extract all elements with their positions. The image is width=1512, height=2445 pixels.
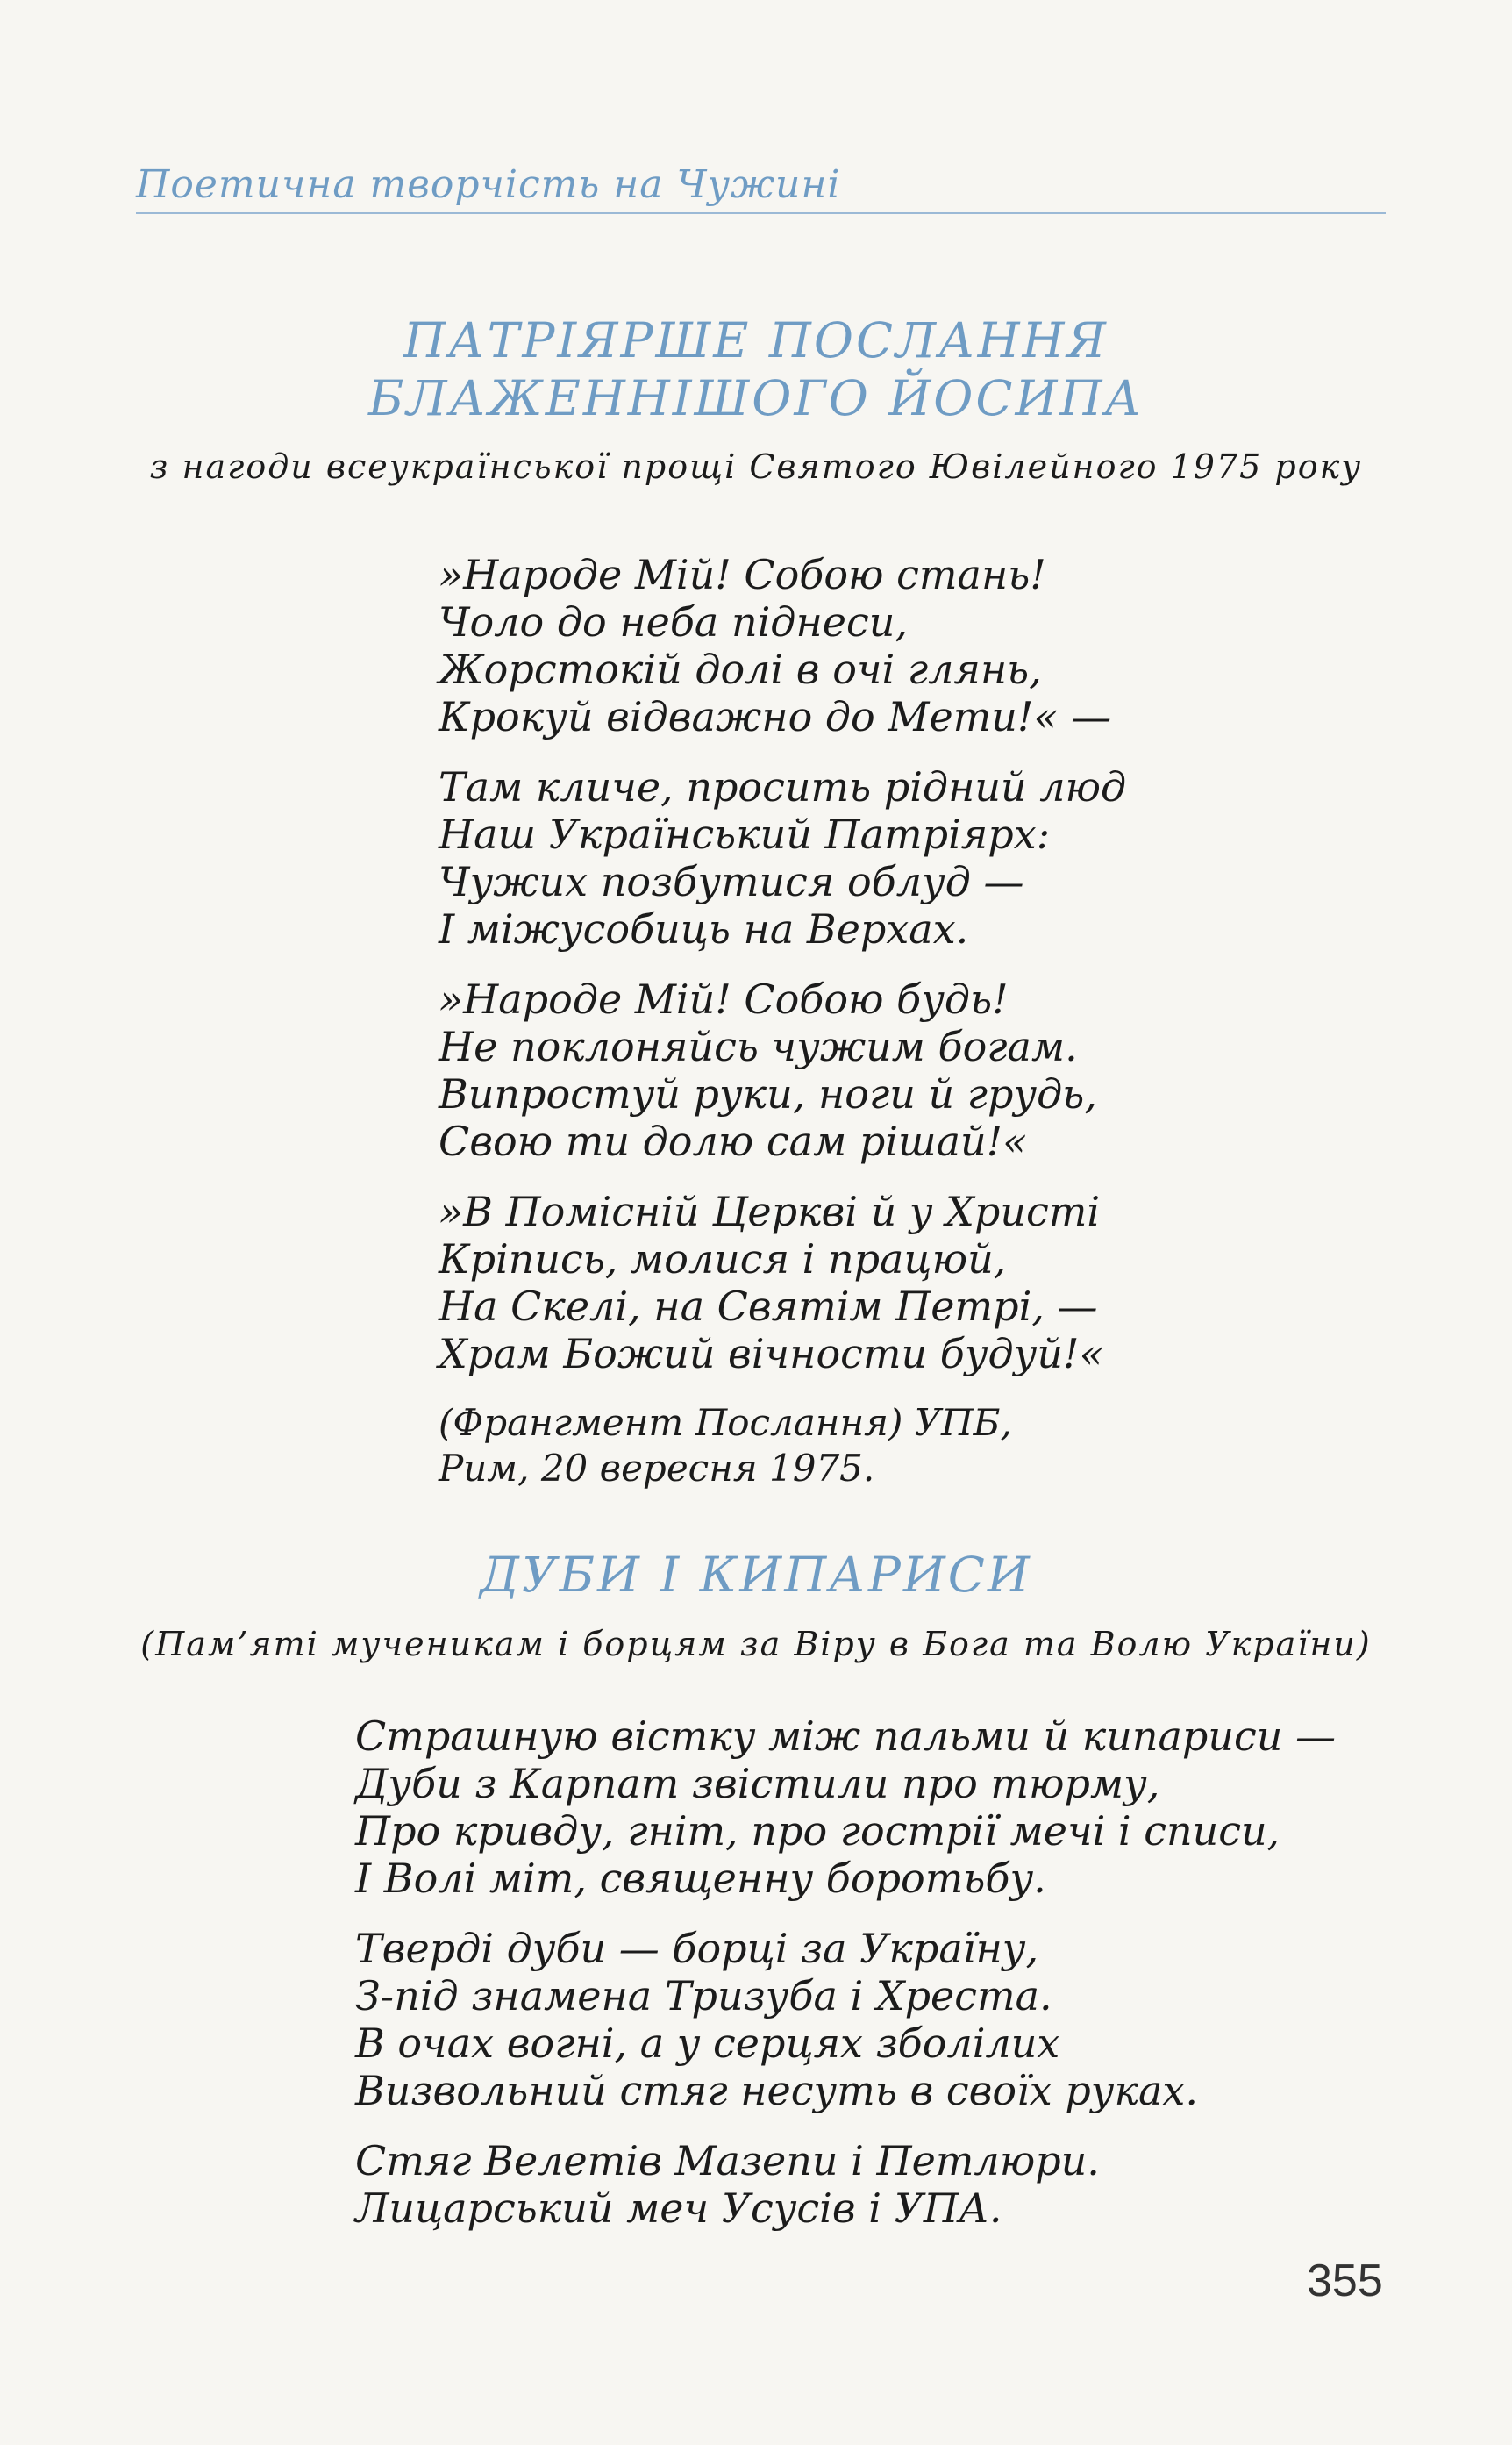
stanza xyxy=(439,1188,1126,1377)
verse-line: Лицарський меч Усусів і УПА. xyxy=(355,2184,1002,2232)
verse-line: Не поклоняйсь чужим богам. xyxy=(439,1023,1078,1070)
verse-line: В очах вогні, а у серцях зболілих xyxy=(355,2020,1060,2067)
verse-line: Про кривду, гніт, про гострії мечі і списи, xyxy=(355,1807,1280,1855)
verse-line: Страшную вістку між пальми й кипариси — xyxy=(355,1712,1337,1760)
poem1-title xyxy=(0,311,1512,427)
citation-line: Рим, 20 вересня 1975. xyxy=(439,1447,875,1490)
poem1-body xyxy=(439,551,1126,1491)
poem2-body xyxy=(355,1712,1336,2255)
verse-line: Наш Український Патріярх: xyxy=(439,811,1051,858)
verse-line: І Волі міт, священну боротьбу. xyxy=(355,1855,1046,1902)
verse-line: Дуби з Карпат звістили про тюрму, xyxy=(355,1760,1160,1807)
verse-line: Свою ти долю сам рішай!« xyxy=(439,1118,1028,1165)
header-rule xyxy=(136,212,1386,214)
verse-line: Храм Божий вічности будуй!« xyxy=(439,1330,1104,1377)
stanza xyxy=(439,551,1126,740)
verse-line: Визвольний стяг несуть в своїх руках. xyxy=(355,2067,1198,2114)
verse-line: Чужих позбутися облуд — xyxy=(439,858,1024,905)
verse-line: Крокуй відважно до Мети!« — xyxy=(439,693,1112,740)
verse-line: Жорстокій долі в очі глянь, xyxy=(439,646,1042,693)
stanza xyxy=(355,2137,1336,2232)
citation xyxy=(439,1400,1126,1491)
running-head: Поетична творчість на Чужині xyxy=(136,162,841,207)
poem2-title: ДУБИ І КИПАРИСИ xyxy=(480,1547,1032,1603)
stanza xyxy=(355,1925,1336,2114)
verse-line: Чоло до неба піднеси, xyxy=(439,598,908,646)
stanza xyxy=(439,976,1126,1165)
verse-line: Кріпись, молися і працюй, xyxy=(439,1235,1007,1283)
stanza xyxy=(355,1712,1336,1902)
verse-line: Там кличе, просить рідний люд xyxy=(439,763,1127,811)
verse-line: »Народе Мій! Собою стань! xyxy=(439,551,1046,598)
verse-line: З-під знамена Тризуба і Хреста. xyxy=(355,1972,1052,2020)
verse-line: І міжусобиць на Верхах. xyxy=(439,905,969,953)
stanza xyxy=(439,763,1126,953)
verse-line: Тверді дуби — борці за Україну, xyxy=(355,1925,1039,1972)
poem1-title-line: БЛАЖЕННІШОГО ЙОСИПА xyxy=(367,370,1145,426)
verse-line: »В Помісній Церкві й у Христі xyxy=(439,1188,1101,1235)
verse-line: Випростуй руки, ноги й грудь, xyxy=(439,1070,1097,1118)
verse-line: На Скелі, на Святім Петрі, — xyxy=(439,1283,1098,1330)
poem2-subtitle: (Пам’яті мученикам і борцям за Віру в Бога та Волю України) xyxy=(140,1625,1372,1663)
verse-line: »Народе Мій! Собою будь! xyxy=(439,976,1009,1023)
citation-line: (Франгмент Послання) УПБ, xyxy=(439,1401,1012,1444)
poem1-subtitle: з нагоди всеукраїнської прощі Святого Ювілейного 1975 року xyxy=(149,447,1363,486)
poem1-title-line: ПАТРІЯРШЕ ПОСЛАННЯ xyxy=(403,312,1109,368)
page-number: 355 xyxy=(1307,2256,1383,2306)
verse-line: Стяг Велетів Мазепи і Петлюри. xyxy=(355,2137,1100,2184)
